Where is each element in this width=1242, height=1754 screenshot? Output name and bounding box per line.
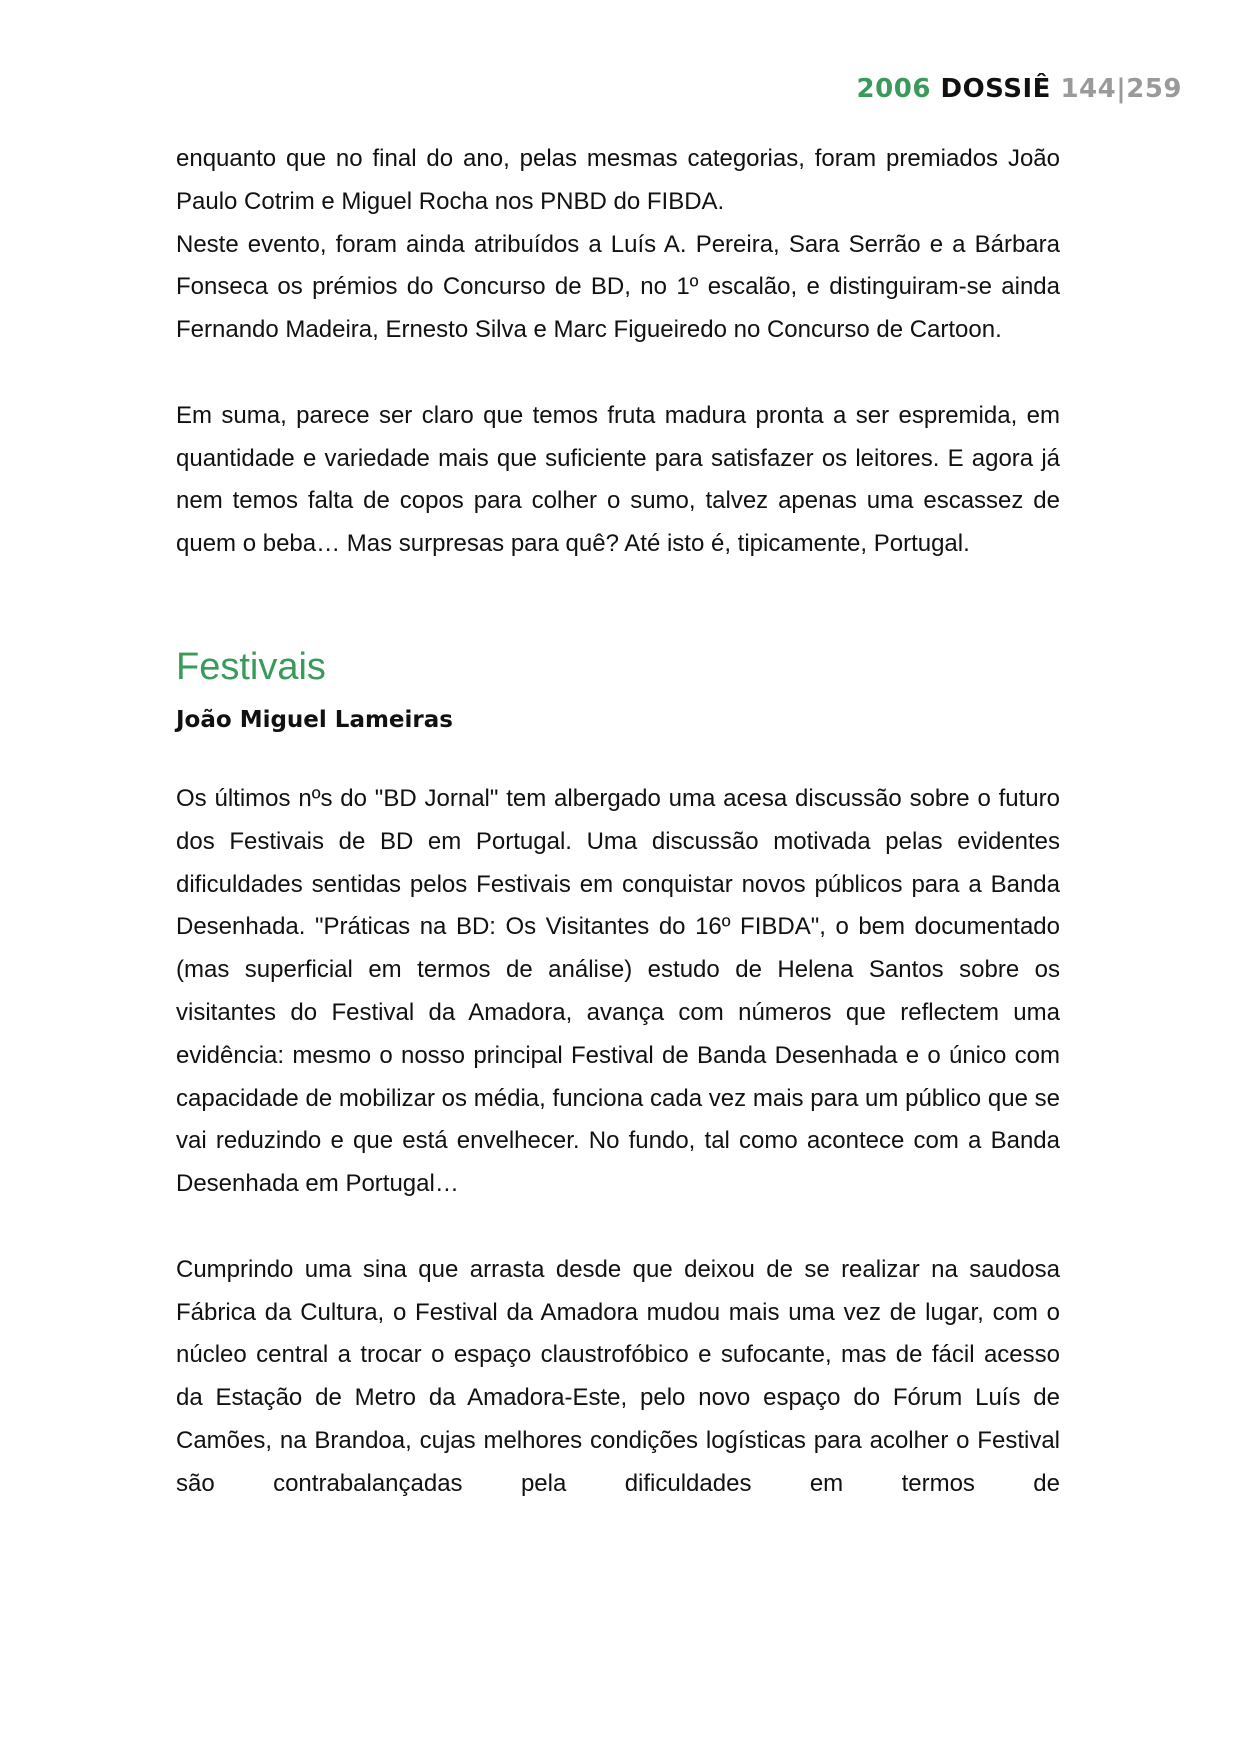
header-year: 2006 [856,74,931,104]
paragraph-summary: Em suma, parece ser claro que temos fruta madura pronta a ser espremida, em quantidade e variedade mais que suficiente para satisfazer os leitores. E agora já nem temos falta de copos para colher o sumo, talvez apenas uma escassez de quem o beba… Mas surpresas para quê? Até isto é, tipicamente, Portugal. [176,401,1060,558]
paragraph-awards-end-of-year: enquanto que no final do ano, pelas mesmas categorias, foram premiados João Paulo Cotrim e Miguel Rocha nos PNBD do FIBDA. [176,145,1060,215]
header-title: DOSSIÊ [940,74,1051,104]
header-page-number: 144|259 [1060,74,1182,104]
paragraph-festivals-discussion: Os últimos nºs do "BD Jornal" tem albergado uma acesa discussão sobre o futuro dos Festivais de BD em Portugal. Uma discussão motivada pelas evidentes dificuldades sentidas pelos Festivais em conquistar novos públicos para a Banda Desenhada. "Práticas na BD: Os Visitantes do 16º FIBDA", o bem documentado (mas superficial em termos de análise) estudo de Helena Santos sobre os visitantes do Festival da Amadora, avança com números que reflectem uma evidência: mesmo o nosso principal Festival de Banda Desenhada e o único com capacidade de mobilizar os média, funciona cada vez mais para um público que se vai reduzindo e que está envelhecer. No fundo, tal como acontece com a Banda Desenhada em Portugal… [176,784,1060,1198]
section-title: Festivais [176,645,326,688]
paragraph-contest-awards: Neste evento, foram ainda atribuídos a Luís A. Pereira, Sara Serrão e a Bárbara Fonseca os prémios do Concurso de BD, no 1º escalão, e distinguiram-se ainda Fernando Madeira, Ernesto Silva e Marc Figueiredo no Concurso de Cartoon. [176,230,1060,344]
page-body [176,138,1060,1506]
paragraph-amadora-festival: Cumprindo uma sina que arrasta desde que deixou de se realizar na saudosa Fábrica da Cultura, o Festival da Amadora mudou mais uma vez de lugar, com o núcleo central a trocar o espaço claustrofóbico e sufocante, mas de fácil acesso da Estação de Metro da Amadora-Este, pelo novo espaço do Fórum Luís de Camões, na Brandoa, cujas melhores condições logísticas para acolher o Festival são contrabalançadas pela dificuldades em termos de [176,1255,1060,1497]
page-header [857,74,1182,104]
section-author: João Miguel Lameiras [176,706,453,733]
